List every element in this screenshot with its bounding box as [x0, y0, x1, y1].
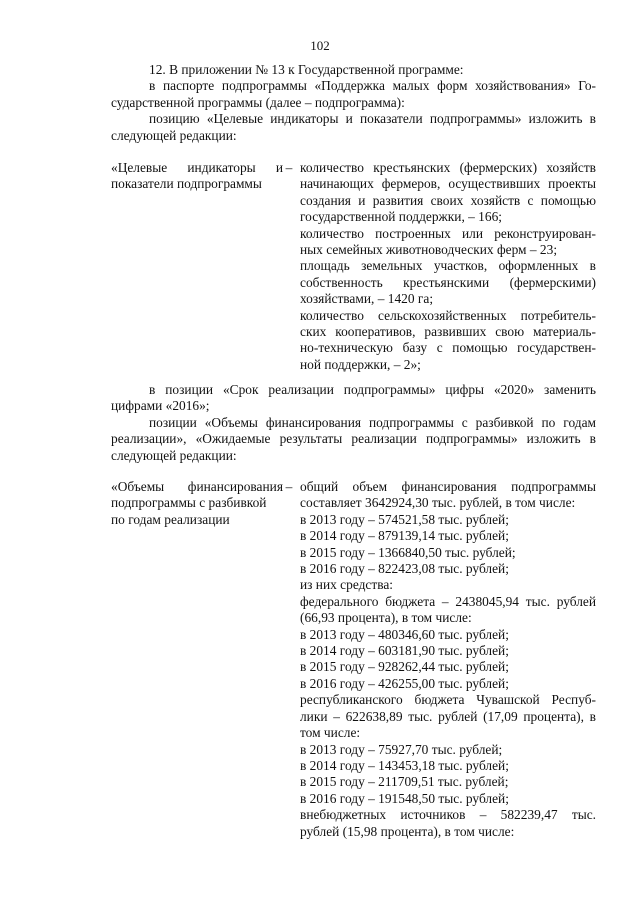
indicator-line: государственной поддержки, – 166; — [300, 209, 502, 225]
financing-label-word-2: финансирования — [187, 479, 283, 494]
intro-paragraph-1: 12. В приложении № 13 к Государственной программе: — [149, 62, 464, 77]
financing-label-line-2: подпрограммы с разбивкой — [111, 495, 267, 511]
financing-label — [111, 479, 283, 528]
financing-line: общий объем финансирования подпрограммы — [300, 479, 596, 494]
financing-block — [111, 479, 596, 844]
intro-section — [111, 62, 596, 144]
middle-section — [111, 382, 596, 464]
financing-line: в 2014 году – 603181,90 тыс. рублей; — [300, 643, 509, 659]
financing-label-word-1: «Объемы — [111, 479, 165, 494]
financing-line: в 2015 году – 928262,44 тыс. рублей; — [300, 659, 509, 675]
indicator-line: количество сельскохозяйственных потребитель- — [300, 307, 596, 323]
financing-line: в 2013 году – 480346,60 тыс. рублей; — [300, 626, 509, 642]
indicators-dash: – — [285, 160, 293, 175]
financing-line: в 2013 году – 574521,58 тыс. рублей; — [300, 511, 509, 527]
middle-paragraph-2-line-3: следующей редакции: — [111, 447, 237, 463]
middle-paragraph-1-line-1: в позиции «Срок реализации подпрограммы» цифры «2020» заменить — [149, 382, 596, 397]
indicator-line: начинающих фермеров, осуществивших проекты — [300, 176, 596, 192]
indicators-block — [111, 160, 596, 375]
page-number: 102 — [310, 38, 330, 53]
financing-line: в 2013 году – 75927,70 тыс. рублей; — [300, 741, 503, 757]
indicator-line: ных семейных животноводческих ферм – 23; — [300, 242, 558, 258]
financing-line: из них средства: — [300, 577, 394, 593]
indicator-line: создания и развития своих хозяйств с помощью — [300, 192, 596, 208]
indicator-line: ной поддержки, – 2»; — [300, 356, 421, 372]
indicator-line: ских кооперативов, развивших свою материаль- — [300, 324, 596, 340]
indicators-values — [300, 160, 596, 373]
indicator-line: количество крестьянских (фермерских) хозяйств — [300, 160, 596, 175]
indicators-label-word-3: и — [275, 160, 283, 175]
financing-line: в 2015 году – 1366840,50 тыс. рублей; — [300, 544, 516, 560]
financing-line: в 2016 году – 822423,08 тыс. рублей; — [300, 561, 509, 577]
middle-paragraph-2-line-2: реализации», «Ожидаемые результаты реализации подпрограммы» изложить в — [111, 431, 596, 447]
financing-label-line-3: по годам реализации — [111, 511, 230, 527]
financing-line: федерального бюджета – 2438045,94 тыс. рублей — [300, 593, 596, 609]
financing-line: лики – 622638,89 тыс. рублей (17,09 процента), в — [300, 708, 596, 724]
financing-values — [300, 479, 596, 840]
financing-line: в 2015 году – 211709,51 тыс. рублей; — [300, 774, 509, 790]
intro-paragraph-2-line-2: сударственной программы (далее – подпрограмма): — [111, 94, 405, 110]
indicators-label-word-2: индикаторы — [187, 160, 256, 175]
financing-line: составляет 3642924,30 тыс. рублей, в том числе: — [300, 495, 576, 511]
financing-line: внебюджетных источников – 582239,47 тыс. — [300, 807, 596, 823]
financing-line: том числе: — [300, 725, 361, 741]
intro-paragraph-2-line-1: в паспорте подпрограммы «Поддержка малых форм хозяйствования» Го- — [149, 78, 596, 94]
financing-line: в 2014 году – 143453,18 тыс. рублей; — [300, 757, 509, 773]
financing-line: республиканского бюджета Чувашской Респуб- — [300, 692, 596, 708]
indicator-line: площадь земельных участков, оформленных в — [300, 258, 596, 274]
financing-line: в 2016 году – 426255,00 тыс. рублей; — [300, 675, 509, 691]
indicators-label — [111, 160, 283, 193]
indicators-label-line-2: показатели подпрограммы — [111, 176, 262, 192]
middle-paragraph-1-line-2: цифрами «2016»; — [111, 398, 210, 414]
financing-line: в 2014 году – 879139,14 тыс. рублей; — [300, 528, 509, 544]
indicator-line: но-техническую базу с помощью государствен- — [300, 340, 596, 356]
indicator-line: собственность крестьянскими (фермерскими) — [300, 274, 596, 290]
intro-paragraph-3-line-2: следующей редакции: — [111, 127, 237, 143]
indicator-line: количество построенных или реконструирован- — [300, 225, 596, 241]
middle-paragraph-2-line-1: позиции «Объемы финансирования подпрограммы с разбивкой по годам — [149, 414, 596, 430]
financing-line: рублей (15,98 процента), в том числе: — [300, 823, 515, 839]
financing-line: (66,93 процента), в том числе: — [300, 610, 472, 626]
intro-paragraph-3-line-1: позицию «Целевые индикаторы и показатели подпрограммы» изложить в — [149, 111, 596, 127]
indicator-line: хозяйствами, – 1420 га; — [300, 291, 434, 307]
indicators-label-word-1: «Целевые — [111, 160, 168, 175]
financing-dash: – — [285, 479, 293, 494]
financing-line: в 2016 году – 191548,50 тыс. рублей; — [300, 790, 509, 806]
